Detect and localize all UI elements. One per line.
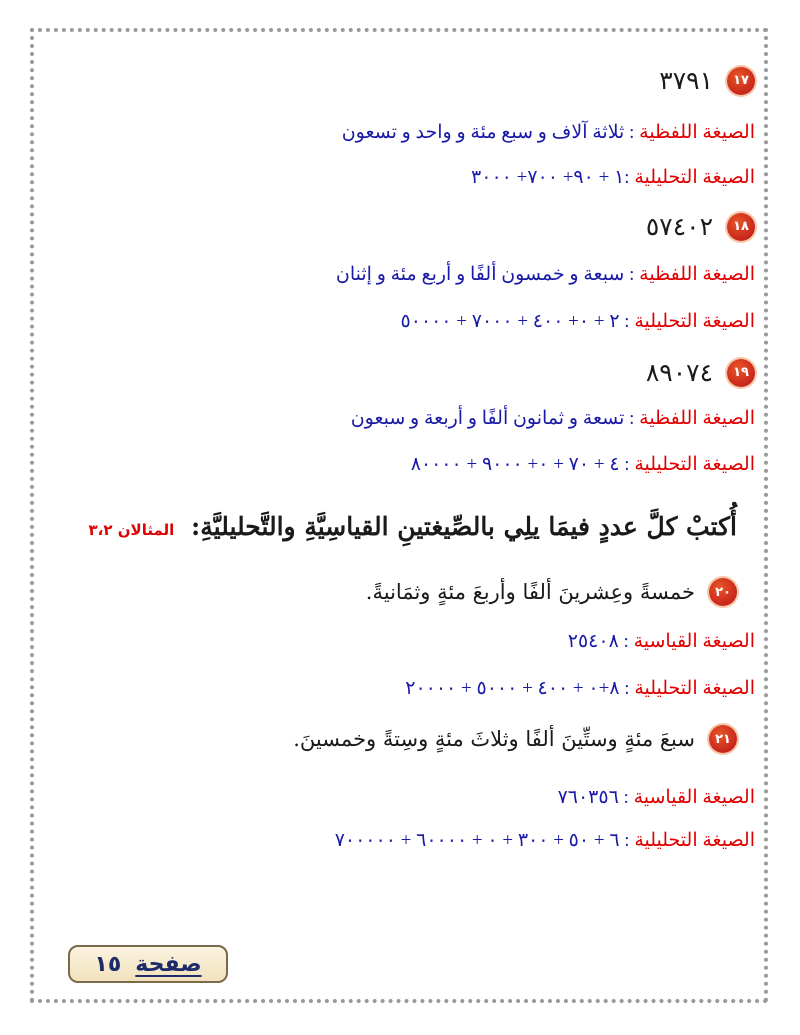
expanded-form-line bbox=[405, 677, 755, 700]
verbal-form-label: الصيغة اللفظية bbox=[639, 408, 755, 429]
problem-badge: ١٨ bbox=[727, 213, 755, 241]
expanded-form-value: : ٤ + ٧٠ + ٠+ ٩٠٠٠ + ٨٠٠٠٠ bbox=[410, 454, 630, 475]
expanded-form-value: : ٢ + ٠+ ٤٠٠ + ٧٠٠٠ + ٥٠٠٠٠ bbox=[400, 311, 630, 332]
expanded-form-label: الصيغة التحليلية bbox=[634, 454, 755, 475]
verbal-form-label: الصيغة اللفظية bbox=[639, 122, 755, 143]
exercise-21-header bbox=[293, 725, 737, 753]
worksheet-content bbox=[45, 0, 755, 1035]
verbal-form-line bbox=[342, 121, 755, 144]
exercise-text: سبعَ مئةٍ وستِّينَ ألفًا وثلاثَ مئةٍ وسِتةً وخمسينَ. bbox=[293, 727, 695, 751]
verbal-form-line bbox=[336, 263, 755, 286]
problem-number: ٥٧٤٠٢ bbox=[645, 212, 713, 241]
section-heading bbox=[89, 512, 737, 541]
expanded-form-label: الصيغة التحليلية bbox=[634, 830, 755, 851]
problem-17-header bbox=[659, 66, 755, 95]
verbal-form-value: : ثلاثة آلاف و سبع مئة و واحد و تسعون bbox=[341, 122, 635, 143]
standard-form-line bbox=[558, 786, 755, 809]
page-number: ١٥ bbox=[94, 951, 122, 977]
problem-badge: ١٧ bbox=[727, 67, 755, 95]
expanded-form-value: :١ + ٩٠+ ٧٠٠+ ٣٠٠٠ bbox=[471, 167, 630, 188]
verbal-form-value: : تسعة و ثمانون ألفًا و أربعة و سبعون bbox=[350, 408, 635, 429]
expanded-form-value: : ٨+٠ + ٤٠٠ + ٥٠٠٠ + ٢٠٠٠٠ bbox=[405, 678, 630, 699]
standard-form-label: الصيغة القياسية bbox=[633, 787, 755, 808]
verbal-form-label: الصيغة اللفظية bbox=[639, 264, 755, 285]
problem-badge: ١٩ bbox=[727, 359, 755, 387]
expanded-form-label: الصيغة التحليلية bbox=[634, 678, 755, 699]
problem-19-header bbox=[646, 358, 755, 387]
problem-badge: ٢١ bbox=[709, 725, 737, 753]
page-number-tab bbox=[68, 945, 228, 983]
section-heading-text: أُكتبْ كلَّ عددٍ فيمَا يلِي بالصِّيغتينِ القياسِيَّةِ والتَّحليليَّةِ: bbox=[191, 512, 737, 541]
problem-badge: ٢٠ bbox=[709, 578, 737, 606]
expanded-form-line bbox=[335, 829, 755, 852]
expanded-form-label: الصيغة التحليلية bbox=[634, 311, 755, 332]
problem-18-header bbox=[646, 212, 755, 241]
expanded-form-line bbox=[471, 166, 755, 189]
exercise-20-header bbox=[366, 578, 737, 606]
expanded-form-line bbox=[400, 310, 755, 333]
standard-form-label: الصيغة القياسية bbox=[633, 631, 755, 652]
problem-number: ٣٧٩١ bbox=[659, 66, 713, 95]
page-word: صفحة bbox=[135, 951, 202, 977]
standard-form-value: : ٧٦٠٣٥٦ bbox=[557, 787, 629, 808]
verbal-form-line bbox=[351, 407, 755, 430]
expanded-form-value: : ٦ + ٥٠ + ٣٠٠ + ٠ + ٦٠٠٠٠ + ٧٠٠٠٠٠ bbox=[334, 830, 630, 851]
exercise-text: خمسةً وعِشرينَ ألفًا وأربعَ مئةٍ وثمَانيةً. bbox=[365, 580, 695, 604]
standard-form-value: : ٢٥٤٠٨ bbox=[567, 631, 629, 652]
problem-number: ٨٩٠٧٤ bbox=[645, 358, 713, 387]
expanded-form-label: الصيغة التحليلية bbox=[634, 167, 755, 188]
example-reference: المثالان ٣،٢ bbox=[88, 521, 175, 539]
expanded-form-line bbox=[411, 453, 755, 476]
standard-form-line bbox=[568, 630, 755, 653]
verbal-form-value: : سبعة و خمسون ألفًا و أربع مئة و إثنان bbox=[335, 264, 635, 285]
